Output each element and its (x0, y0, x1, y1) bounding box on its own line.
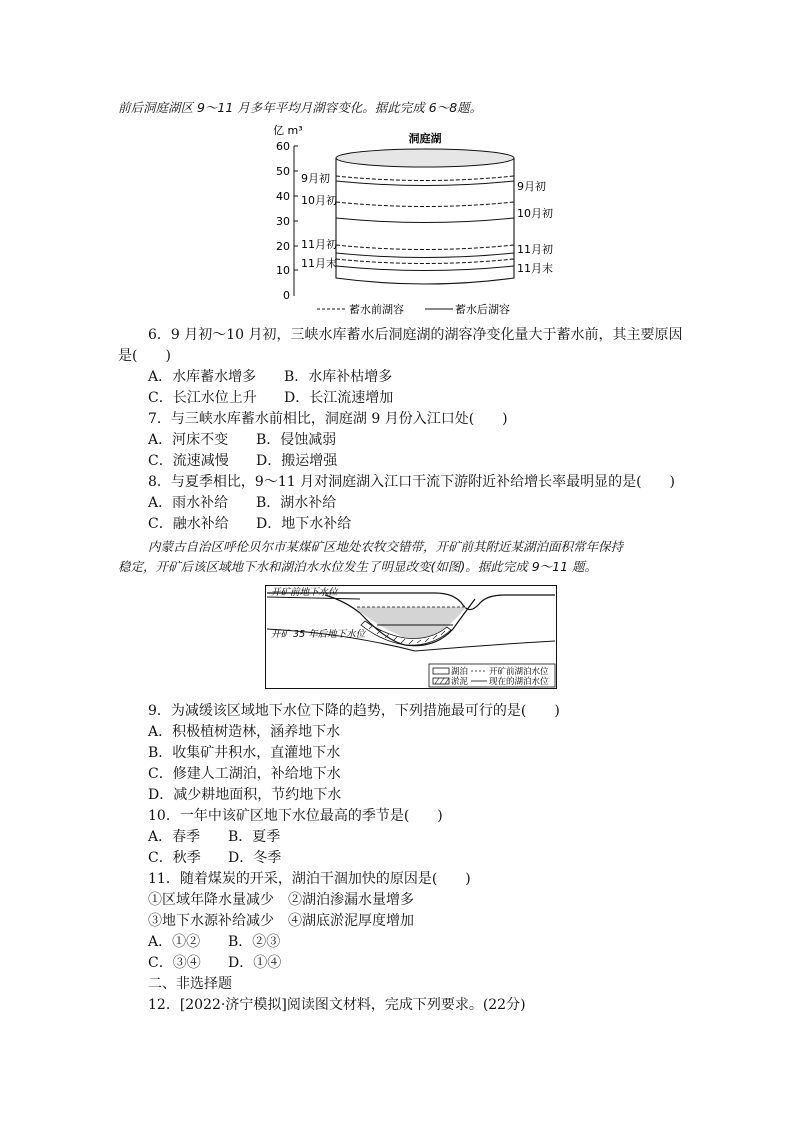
q8-stem: 8．与夏季相比，9～11 月对洞庭湖入江口干流下游附近补给增长率最明显的是( ) (148, 474, 676, 490)
q11-item-4: ④湖底淤泥厚度增加 (288, 913, 414, 929)
q11-item-1: ①区域年降水量减少 (148, 892, 274, 908)
q9-option-a: A．积极植树造林，涵养地下水 (148, 724, 341, 740)
legend-before-level: 开矿前湖泊水位 (489, 667, 549, 677)
q7-option-c: C．流速减慢 (148, 453, 229, 469)
q6-option-b: B．水库补枯增多 (284, 369, 393, 385)
q9-stem: 9．为减缓该区域地下水位下降的趋势，下列措施最可行的是( ) (148, 703, 560, 719)
q7-option-a: A．河床不变 (148, 432, 229, 448)
tick-label: 30 (276, 215, 290, 228)
level-before-nov-end (336, 259, 514, 264)
q8-option-a: A．雨水补给 (148, 495, 229, 511)
q6-option-d: D．长江流速增加 (284, 390, 394, 406)
q8-option-c: C．融水补给 (148, 516, 229, 532)
section-heading: 二、非选择题 (148, 976, 232, 992)
tick-label: 40 (276, 190, 290, 203)
q11-option-c: C．③④ (148, 955, 201, 971)
q10-option-c: C．秋季 (148, 850, 201, 866)
q6-stem: 6．9 月初～10 月初，三峡水库蓄水后洞庭湖的湖容净变化量大于蓄水前，其主要原因 (148, 327, 683, 343)
q6-stem-cont: 是( ) (118, 348, 171, 364)
legend-silt: 淤泥 (451, 677, 469, 687)
tick-label: 10 (276, 264, 290, 277)
level-before-sep (336, 176, 514, 181)
level-after-sep (336, 181, 514, 186)
dongting-lake-figure (265, 118, 555, 320)
left-label-nov-start: 11月初 (301, 238, 337, 251)
right-label-oct: 10月初 (517, 207, 553, 220)
left-label-sep: 9月初 (301, 172, 330, 185)
q11-item-2: ②湖泊渗漏水量增多 (288, 892, 414, 908)
tick-label: 60 (276, 140, 290, 153)
q6-option-c: C．长江水位上升 (148, 390, 257, 406)
q10-option-b: B．夏季 (228, 829, 281, 845)
q9-option-d: D．减少耕地面积，节约地下水 (148, 787, 342, 803)
q7-option-d: D．搬运增强 (256, 453, 338, 469)
tick-label: 0 (283, 289, 290, 302)
left-label-nov-end: 11月末 (301, 257, 337, 270)
q11-option-b: B．②③ (228, 934, 281, 950)
left-label-oct: 10月初 (301, 194, 337, 207)
cylinder-top (336, 149, 514, 167)
q10-stem: 10．一年中该矿区地下水位最高的季节是( ) (148, 808, 443, 824)
q6-option-a: A．水库蓄水增多 (148, 369, 257, 385)
right-label-nov-end: 11月末 (517, 262, 553, 275)
level-before-oct (336, 202, 514, 207)
right-label-sep: 9月初 (517, 180, 546, 193)
groundwater-before-label: 开矿前地下水位 (271, 587, 338, 598)
legend-lake: 湖泊 (451, 667, 469, 677)
q7-stem: 7．与三峡水库蓄水前相比，洞庭湖 9 月份入江口处( ) (148, 411, 508, 427)
q10-option-a: A．春季 (148, 829, 201, 845)
q7-option-b: B．侵蚀减弱 (256, 432, 337, 448)
level-after-nov-start (336, 253, 514, 258)
right-label-nov-start: 11月初 (517, 243, 553, 256)
cylinder-body (336, 158, 514, 284)
q9-option-b: B．收集矿井积水，直灌地下水 (148, 745, 341, 761)
q12-stem: 12．[2022·济宁模拟]阅读图文材料，完成下列要求。(22分) (148, 997, 526, 1013)
legend-now-level: 现在的湖泊水位 (489, 677, 549, 687)
level-after-nov-end (336, 266, 514, 271)
q11-option-d: D．①④ (228, 955, 282, 971)
q10-option-d: D．冬季 (228, 850, 282, 866)
tick-label: 50 (276, 165, 290, 178)
intro-text-1: 前后洞庭湖区 9～11 月多年平均月湖容变化。据此完成 6～8题。 (118, 100, 483, 115)
q11-stem: 11．随着煤炭的开采，湖泊干涸加快的原因是( ) (148, 871, 471, 887)
legend-before: 蓄水前湖容 (349, 303, 404, 316)
unit-label: 亿 m³ (273, 124, 303, 137)
q9-option-c: C．修建人工湖泊，补给地下水 (148, 766, 341, 782)
q8-option-d: D．地下水补给 (256, 516, 352, 532)
q11-option-a: A．①② (148, 934, 201, 950)
figure-title: 洞庭湖 (408, 132, 442, 145)
groundwater-figure (265, 585, 557, 689)
q8-option-b: B．湖水补给 (256, 495, 337, 511)
level-before-nov-start (336, 245, 514, 250)
legend-lake-swatch (433, 668, 449, 674)
level-after-oct (336, 218, 514, 223)
intro-text-2-cont: 稳定，开矿后该区域地下水和湖泊水水位发生了明显改变(如图)。据此完成 9～11 题。 (118, 559, 598, 574)
legend-after: 蓄水后湖容 (455, 303, 510, 316)
groundwater-after-label: 开矿 35 年后地下水位 (271, 629, 366, 640)
tick-label: 20 (276, 240, 290, 253)
intro-text-2: 内蒙古自治区呼伦贝尔市某煤矿区地处农牧交错带，开矿前其附近某湖泊面积常年保持 (148, 539, 624, 554)
q11-item-3: ③地下水源补给减少 (148, 913, 274, 929)
